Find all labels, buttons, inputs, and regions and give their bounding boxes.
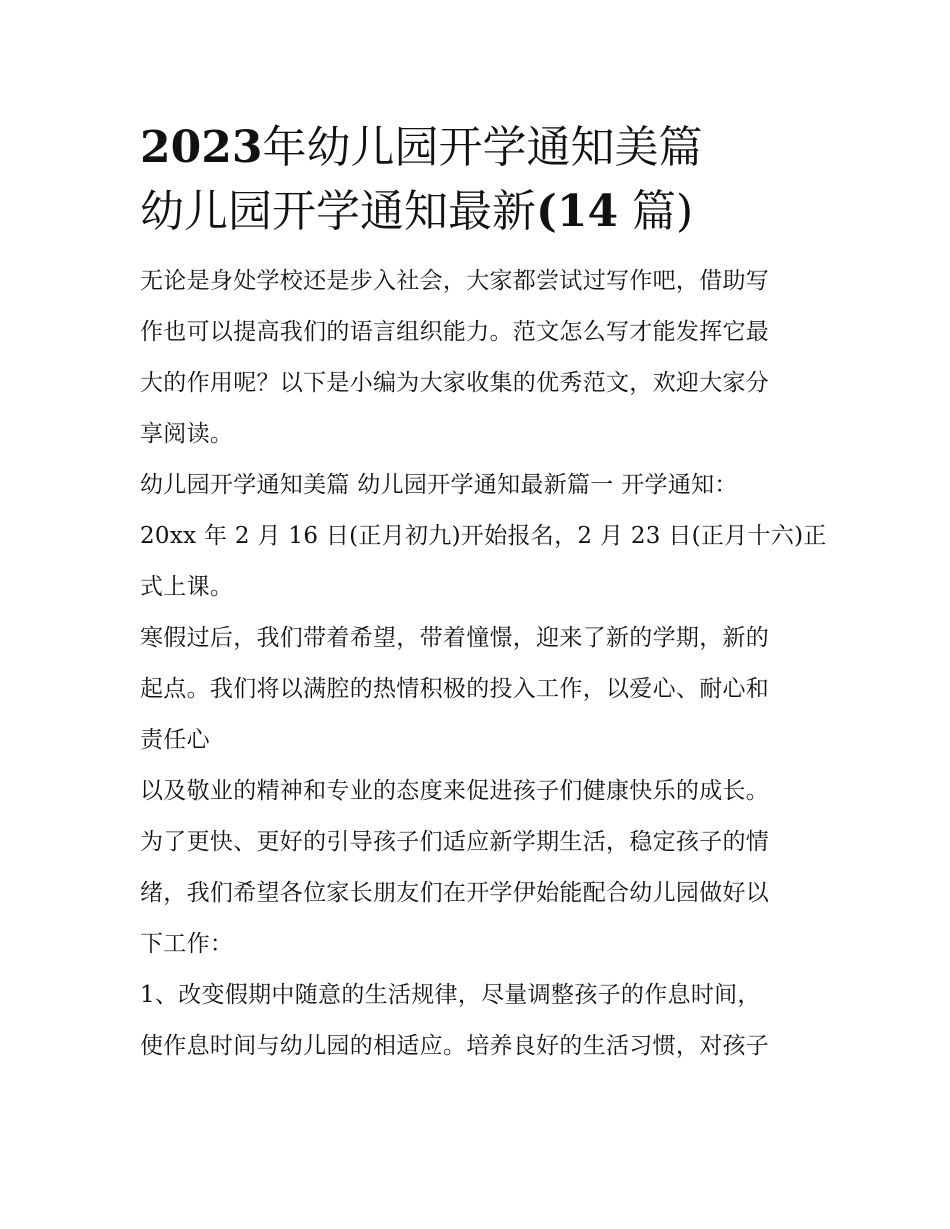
- text-line: 寒假过后，我们带着希望，带着憧憬，迎来了新的学期，新的: [140, 625, 770, 651]
- title-line-1: [140, 116, 815, 180]
- text-line: 责任心: [140, 727, 210, 753]
- text-line: 使作息时间与幼儿园的相适应。培养良好的生活习惯，对孩子: [140, 1033, 770, 1059]
- text-line: 下工作：: [140, 931, 234, 957]
- text-line: 大的作用呢？以下是小编为大家收集的优秀范文，欢迎大家分: [140, 370, 770, 396]
- text-line: 起点。我们将以满腔的热情积极的投入工作，以爱心、耐心和: [140, 676, 770, 702]
- title-line-2-tail: 篇): [618, 186, 694, 237]
- document-body: [140, 116, 827, 1072]
- schedule-paragraph: [140, 511, 827, 613]
- request-paragraph: [140, 766, 815, 970]
- welcome-paragraph: [140, 613, 815, 766]
- title-count: 14: [556, 186, 619, 237]
- document-title: [140, 116, 815, 244]
- text-line: 作也可以提高我们的语言组织能力。范文怎么写才能发挥它最: [140, 319, 770, 345]
- title-paren-open: (: [536, 186, 557, 237]
- section-heading-paragraph: [140, 460, 815, 511]
- text-line: 无论是身处学校还是步入社会，大家都尝试过写作吧，借助写: [140, 268, 770, 294]
- text-line: 1、改变假期中随意的生活规律，尽量调整孩子的作息时间，: [140, 982, 761, 1008]
- title-line-1-text: 年幼儿园开学通知美篇: [262, 122, 703, 173]
- title-year: 2023: [140, 122, 263, 173]
- item-1-paragraph: [140, 970, 815, 1072]
- text-line: 为了更快、更好的引导孩子们适应新学期生活，稳定孩子的情: [140, 829, 770, 855]
- text-line: 绪，我们希望各位家长朋友们在开学伊始能配合幼儿园做好以: [140, 880, 770, 906]
- text-line: 幼儿园开学通知美篇 幼儿园开学通知最新篇一 开学通知：: [140, 472, 738, 498]
- text-line: 享阅读。: [140, 421, 234, 447]
- text-line: 式上课。: [140, 574, 234, 600]
- text-line: 以及敬业的精神和专业的态度来促进孩子们健康快乐的成长。: [140, 778, 770, 804]
- text-line: 20xx 年 2 月 16 日(正月初九)开始报名，2 月 23 日(正月十六)正: [140, 523, 827, 549]
- title-line-2-text: 幼儿园开学通知最新: [140, 186, 536, 237]
- intro-paragraph: [140, 256, 815, 460]
- title-line-2: [140, 180, 815, 244]
